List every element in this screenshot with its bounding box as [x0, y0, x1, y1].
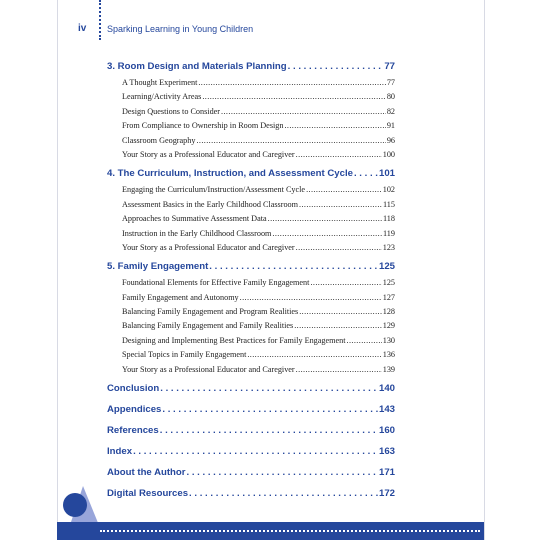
- dot-leader: [306, 183, 382, 197]
- dot-leader: [247, 348, 381, 362]
- toc-entry-page: 125: [378, 261, 395, 273]
- dot-leader: [187, 464, 378, 482]
- dot-leader: [160, 422, 378, 440]
- toc-entry-page: 172: [378, 488, 395, 500]
- toc-entry-title: Balancing Family Engagement and Family Realities: [122, 321, 294, 331]
- toc-section-entry[interactable]: [107, 319, 395, 333]
- toc-entry-page: 118: [383, 214, 395, 224]
- toc-entry-page: 171: [378, 467, 395, 479]
- toc-entry-title: Design Questions to Consider: [122, 106, 221, 116]
- dot-leader: [354, 165, 378, 183]
- toc-section-entry[interactable]: [107, 348, 395, 362]
- toc-entry-title: Family Engagement and Autonomy: [122, 292, 239, 302]
- toc-entry-page: 127: [382, 292, 395, 302]
- toc-section-entry[interactable]: [107, 198, 395, 212]
- toc-entry-page: 125: [382, 278, 395, 288]
- toc-entry-title: 4. The Curriculum, Instruction, and Assessment Cycle: [107, 168, 353, 180]
- dot-leader: [198, 76, 385, 90]
- toc-section-entry[interactable]: [107, 76, 395, 90]
- toc-chapter-entry[interactable]: [107, 58, 395, 76]
- toc-entry-title: Classroom Geography: [122, 135, 196, 145]
- toc-entry-page: 101: [378, 168, 395, 180]
- toc-entry-title: Learning/Activity Areas: [122, 92, 202, 102]
- dot-leader: [296, 241, 382, 255]
- toc-section-entry[interactable]: [107, 105, 395, 119]
- table-of-contents: [107, 58, 395, 503]
- dot-leader: [288, 58, 384, 76]
- toc-section-entry[interactable]: [107, 363, 395, 377]
- toc-chapter-entry[interactable]: [107, 258, 395, 276]
- toc-section-entry[interactable]: [107, 183, 395, 197]
- toc-chapter-entry[interactable]: [107, 485, 395, 503]
- toc-entry-page: 96: [386, 135, 395, 145]
- dot-leader: [221, 105, 386, 119]
- running-title: Sparking Learning in Young Children: [107, 24, 254, 34]
- toc-entry-page: 129: [382, 321, 395, 331]
- toc-entry-title: Instruction in the Early Childhood Classroom: [122, 228, 272, 238]
- toc-chapter-entry[interactable]: [107, 401, 395, 419]
- toc-section-entry[interactable]: [107, 212, 395, 226]
- dot-leader: [294, 319, 382, 333]
- toc-section-entry[interactable]: [107, 276, 395, 290]
- toc-entry-title: Designing and Implementing Best Practices for Family Engagement: [122, 335, 346, 345]
- dot-leader: [209, 258, 378, 276]
- toc-entry-title: Digital Resources: [107, 488, 189, 500]
- toc-entry-title: About the Author: [107, 467, 186, 479]
- toc-entry-page: 102: [382, 185, 395, 195]
- dot-leader: [268, 212, 382, 226]
- dot-leader: [284, 119, 385, 133]
- toc-chapter-entry[interactable]: [107, 422, 395, 440]
- dot-leader: [299, 305, 382, 319]
- toc-entry-title: Appendices: [107, 404, 162, 416]
- dot-leader: [272, 227, 382, 241]
- toc-entry-title: Your Story as a Professional Educator and Caregiver: [122, 242, 295, 252]
- dot-leader: [162, 401, 378, 419]
- dot-leader: [189, 485, 378, 503]
- toc-entry-title: A Thought Experiment: [122, 78, 198, 87]
- dot-leader: [133, 443, 378, 461]
- footer-dotted-rule: [100, 530, 480, 532]
- toc-entry-page: 100: [382, 149, 395, 159]
- toc-entry-page: 115: [383, 199, 395, 209]
- toc-entry-page: 77: [386, 78, 395, 87]
- toc-entry-title: Engaging the Curriculum/Instruction/Assessment Cycle: [122, 185, 306, 195]
- dot-leader: [202, 90, 385, 104]
- toc-entry-page: 77: [384, 61, 395, 72]
- toc-entry-title: Assessment Basics in the Early Childhood Classroom: [122, 199, 299, 209]
- toc-entry-title: Approaches to Summative Assessment Data: [122, 214, 267, 224]
- toc-entry-page: 80: [386, 92, 395, 102]
- toc-entry-page: 82: [386, 106, 395, 116]
- toc-entry-title: References: [107, 425, 159, 437]
- dot-leader: [347, 334, 382, 348]
- toc-section-entry[interactable]: [107, 291, 395, 305]
- toc-entry-page: 136: [382, 350, 395, 360]
- toc-entry-title: From Compliance to Ownership in Room Design: [122, 121, 284, 131]
- toc-section-entry[interactable]: [107, 134, 395, 148]
- toc-entry-title: Foundational Elements for Effective Family Engagement: [122, 278, 310, 288]
- toc-section-entry[interactable]: [107, 227, 395, 241]
- toc-entry-page: 160: [378, 425, 395, 437]
- toc-entry-page: 163: [378, 446, 395, 458]
- toc-entry-page: 143: [378, 404, 395, 416]
- toc-section-entry[interactable]: [107, 305, 395, 319]
- dot-leader: [310, 276, 381, 290]
- dot-leader: [240, 291, 382, 305]
- dot-leader: [196, 134, 385, 148]
- toc-section-entry[interactable]: [107, 90, 395, 104]
- toc-entry-title: Index: [107, 446, 133, 458]
- toc-entry-page: 130: [382, 335, 395, 345]
- toc-section-entry[interactable]: [107, 119, 395, 133]
- toc-entry-page: 119: [383, 228, 395, 238]
- page-number: iv: [78, 23, 87, 34]
- toc-entry-page: 139: [382, 364, 395, 374]
- dot-leader: [296, 363, 382, 377]
- toc-entry-page: 140: [378, 383, 395, 395]
- toc-chapter-entry[interactable]: [107, 464, 395, 482]
- toc-entry-title: 5. Family Engagement: [107, 261, 209, 273]
- toc-section-entry[interactable]: [107, 334, 395, 348]
- toc-section-entry[interactable]: [107, 148, 395, 162]
- toc-entry-page: 128: [382, 307, 395, 317]
- dot-leader: [299, 198, 382, 212]
- toc-chapter-entry[interactable]: [107, 443, 395, 461]
- toc-entry-page: 91: [386, 121, 395, 131]
- toc-entry-title: 3. Room Design and Materials Planning: [107, 61, 287, 72]
- toc-section-entry[interactable]: [107, 241, 395, 255]
- toc-entry-title: Balancing Family Engagement and Program Realities: [122, 307, 299, 317]
- toc-entry-title: Your Story as a Professional Educator and Caregiver: [122, 364, 295, 374]
- dot-leader: [160, 380, 378, 398]
- toc-chapter-entry[interactable]: [107, 380, 395, 398]
- toc-entry-title: Conclusion: [107, 383, 160, 395]
- toc-entry-title: Your Story as a Professional Educator and Caregiver: [122, 149, 295, 159]
- header-dotted-rule: [99, 0, 101, 40]
- toc-entry-page: 123: [382, 242, 395, 252]
- dot-leader: [296, 148, 382, 162]
- toc-entry-title: Special Topics in Family Engagement: [122, 350, 247, 360]
- toc-chapter-entry[interactable]: [107, 165, 395, 183]
